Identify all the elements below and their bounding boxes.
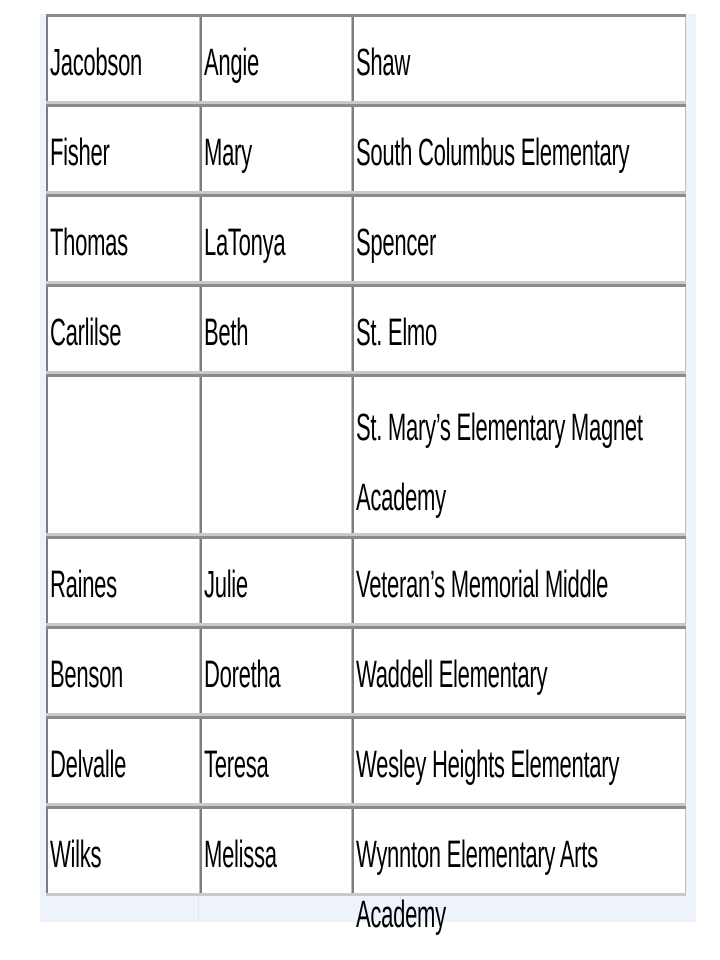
table-row [46,536,686,626]
last-name-cell: Jacobson [46,17,200,101]
first-name-cell: Melissa [200,809,352,893]
first-name-cell: Julie [200,539,352,623]
school-cell: Veteran’s Memorial Middle [352,539,686,623]
table-row [46,14,686,104]
table-row [46,194,686,284]
school-cell: Waddell Elementary [352,629,686,713]
table-row [46,806,686,936]
table-row [46,104,686,194]
table-row [46,716,686,806]
table-row [46,284,686,374]
first-name-cell: Angie [200,17,352,101]
school-cell: St. Elmo [352,287,686,371]
last-name-cell [46,377,200,533]
last-name-cell: Fisher [46,107,200,191]
last-name-cell: Wilks [46,809,200,893]
table-row [46,626,686,716]
school-cell: Shaw [352,17,686,101]
last-name-cell: Benson [46,629,200,713]
last-name-cell: Carlilse [46,287,200,371]
first-name-cell: LaTonya [200,197,352,281]
first-name-cell: Mary [200,107,352,191]
school-cell: Wesley Heights Elementary [352,719,686,803]
first-name-cell [200,377,352,533]
school-cell: St. Mary’s Elementary Magnet Academy [352,377,686,533]
school-cell: Wynnton Elementary Arts Academy [352,809,686,893]
last-name-cell: Raines [46,539,200,623]
staff-roster-table [46,14,686,936]
table-row [46,374,686,536]
school-cell: South Columbus Elementary [352,107,686,191]
first-name-cell: Doretha [200,629,352,713]
school-cell: Spencer [352,197,686,281]
last-name-cell: Delvalle [46,719,200,803]
first-name-cell: Teresa [200,719,352,803]
first-name-cell: Beth [200,287,352,371]
last-name-cell: Thomas [46,197,200,281]
